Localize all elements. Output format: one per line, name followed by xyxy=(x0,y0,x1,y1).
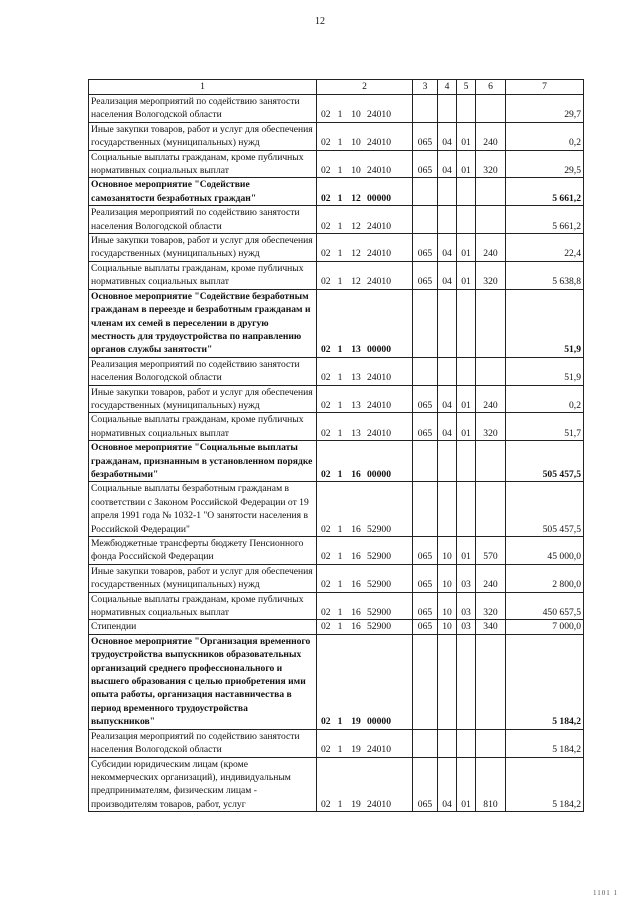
row-sum: 5 184,2 xyxy=(506,729,584,757)
code-part-s: 1 xyxy=(337,607,343,619)
row-name: Социальные выплаты гражданам, кроме публичных нормативных социальных выплат xyxy=(89,261,317,289)
row-subsection xyxy=(457,289,476,357)
row-section: 04 xyxy=(438,234,457,262)
code-part-d: 52900 xyxy=(367,579,391,591)
row-expense-type: 320 xyxy=(476,413,506,441)
row-target-code xyxy=(317,206,413,234)
table-body xyxy=(89,95,584,812)
row-expense-type xyxy=(476,289,506,357)
code-part-p: 02 xyxy=(321,798,331,810)
code-part-p: 02 xyxy=(321,716,331,728)
row-expense-type: 240 xyxy=(476,234,506,262)
table-row xyxy=(89,357,584,385)
row-grbs: 065 xyxy=(413,537,438,565)
row-section: 04 xyxy=(438,413,457,441)
code-part-m: 19 xyxy=(351,716,361,728)
code-part-m: 10 xyxy=(351,137,361,149)
row-sum: 5 661,2 xyxy=(506,206,584,234)
row-subsection xyxy=(457,482,476,537)
code-part-d: 24010 xyxy=(367,248,391,260)
code-part-p: 02 xyxy=(321,607,331,619)
code-part-p: 02 xyxy=(321,621,331,633)
code-part-d: 52900 xyxy=(367,523,391,535)
row-section: 04 xyxy=(438,385,457,413)
row-expense-type xyxy=(476,95,506,123)
code-part-p: 02 xyxy=(321,551,331,563)
code-part-m: 13 xyxy=(351,427,361,439)
code-part-d: 52900 xyxy=(367,621,391,633)
row-section: 04 xyxy=(438,757,457,812)
row-section xyxy=(438,357,457,385)
row-sum: 505 457,5 xyxy=(506,441,584,482)
row-target-code xyxy=(317,95,413,123)
row-sum: 5 638,8 xyxy=(506,261,584,289)
row-target-code xyxy=(317,564,413,592)
header-col-6: 6 xyxy=(476,80,506,95)
row-subsection: 01 xyxy=(457,413,476,441)
row-section: 04 xyxy=(438,150,457,178)
row-subsection: 03 xyxy=(457,564,476,592)
code-part-d: 00000 xyxy=(367,192,391,204)
row-grbs: 065 xyxy=(413,620,438,634)
code-part-p: 02 xyxy=(321,579,331,591)
row-grbs xyxy=(413,289,438,357)
row-subsection: 01 xyxy=(457,261,476,289)
row-target-code xyxy=(317,385,413,413)
code-part-d: 24010 xyxy=(367,798,391,810)
code-part-s: 1 xyxy=(337,621,343,633)
row-section: 10 xyxy=(438,537,457,565)
row-name: Социальные выплаты безработным гражданам в соответствии с Законом Российской Федерации от 19 апреля 1991 года № 1032-1 "О занятости населения в Российской Федерации" xyxy=(89,482,317,537)
row-name: Реализация мероприятий по содействию занятости населения Вологодской области xyxy=(89,729,317,757)
code-part-m: 16 xyxy=(351,607,361,619)
row-section xyxy=(438,482,457,537)
code-part-m: 13 xyxy=(351,399,361,411)
row-expense-type: 240 xyxy=(476,564,506,592)
row-name: Иные закупки товаров, работ и услуг для обеспечения государственных (муниципальных) нужд xyxy=(89,564,317,592)
footer-mark: 1101 1 xyxy=(593,889,618,897)
row-section: 10 xyxy=(438,592,457,620)
row-grbs: 065 xyxy=(413,261,438,289)
row-sum: 51,9 xyxy=(506,357,584,385)
row-section: 10 xyxy=(438,564,457,592)
row-target-code xyxy=(317,592,413,620)
header-col-1: 1 xyxy=(89,80,317,95)
row-subsection: 03 xyxy=(457,592,476,620)
table-header-row xyxy=(89,80,584,95)
row-target-code xyxy=(317,757,413,812)
row-sum: 45 000,0 xyxy=(506,537,584,565)
row-expense-type: 570 xyxy=(476,537,506,565)
row-expense-type xyxy=(476,634,506,729)
row-name: Субсидии юридическим лицам (кроме некоммерческих организаций), индивидуальным предпринимателям, физическим лицам - производителям товаров, работ, услуг xyxy=(89,757,317,812)
code-part-d: 24010 xyxy=(367,220,391,232)
code-part-m: 10 xyxy=(351,165,361,177)
code-part-p: 02 xyxy=(321,109,331,121)
code-part-d: 52900 xyxy=(367,607,391,619)
row-expense-type xyxy=(476,441,506,482)
row-section xyxy=(438,289,457,357)
row-sum: 5 184,2 xyxy=(506,634,584,729)
table-row xyxy=(89,482,584,537)
table-row xyxy=(89,564,584,592)
code-part-s: 1 xyxy=(337,276,343,288)
code-part-p: 02 xyxy=(321,399,331,411)
row-subsection: 03 xyxy=(457,620,476,634)
row-section xyxy=(438,206,457,234)
table-row xyxy=(89,122,584,150)
table-row xyxy=(89,413,584,441)
code-part-s: 1 xyxy=(337,579,343,591)
code-part-d: 24010 xyxy=(367,427,391,439)
table-row xyxy=(89,234,584,262)
row-sum: 5 184,2 xyxy=(506,757,584,812)
row-grbs: 065 xyxy=(413,234,438,262)
code-part-s: 1 xyxy=(337,523,343,535)
row-sum: 505 457,5 xyxy=(506,482,584,537)
table-row xyxy=(89,178,584,206)
row-subsection xyxy=(457,729,476,757)
code-part-p: 02 xyxy=(321,523,331,535)
row-name: Основное мероприятие "Организация временного трудоустройства выпускников образовательных организаций среднего профессионального и высшего образования с целью приобретения ими опыта работы, организация наставничества в период временного трудоустройства выпускников" xyxy=(89,634,317,729)
table-row xyxy=(89,729,584,757)
code-part-m: 12 xyxy=(351,248,361,260)
code-part-p: 02 xyxy=(321,220,331,232)
row-grbs: 065 xyxy=(413,413,438,441)
code-part-s: 1 xyxy=(337,248,343,260)
row-grbs xyxy=(413,206,438,234)
row-section xyxy=(438,441,457,482)
code-part-s: 1 xyxy=(337,716,343,728)
code-part-d: 00000 xyxy=(367,344,391,356)
code-part-p: 02 xyxy=(321,468,331,480)
row-subsection xyxy=(457,634,476,729)
row-grbs xyxy=(413,441,438,482)
row-name: Основное мероприятие "Содействие самозанятости безработных граждан" xyxy=(89,178,317,206)
table-row xyxy=(89,261,584,289)
code-part-m: 10 xyxy=(351,109,361,121)
code-part-s: 1 xyxy=(337,192,343,204)
code-part-s: 1 xyxy=(337,165,343,177)
row-expense-type xyxy=(476,482,506,537)
row-sum: 51,7 xyxy=(506,413,584,441)
code-part-m: 19 xyxy=(351,744,361,756)
row-subsection xyxy=(457,357,476,385)
row-target-code xyxy=(317,261,413,289)
row-target-code xyxy=(317,441,413,482)
code-part-s: 1 xyxy=(337,427,343,439)
row-name: Иные закупки товаров, работ и услуг для обеспечения государственных (муниципальных) нужд xyxy=(89,234,317,262)
code-part-s: 1 xyxy=(337,551,343,563)
row-grbs xyxy=(413,178,438,206)
row-section xyxy=(438,95,457,123)
row-subsection: 01 xyxy=(457,757,476,812)
row-target-code xyxy=(317,122,413,150)
code-part-s: 1 xyxy=(337,468,343,480)
row-target-code xyxy=(317,178,413,206)
row-grbs xyxy=(413,482,438,537)
row-expense-type: 240 xyxy=(476,385,506,413)
row-subsection xyxy=(457,95,476,123)
row-target-code xyxy=(317,357,413,385)
row-name: Реализация мероприятий по содействию занятости населения Вологодской области xyxy=(89,95,317,123)
code-part-m: 12 xyxy=(351,276,361,288)
row-sum: 0,2 xyxy=(506,385,584,413)
row-expense-type: 340 xyxy=(476,620,506,634)
code-part-s: 1 xyxy=(337,399,343,411)
table-row xyxy=(89,150,584,178)
code-part-p: 02 xyxy=(321,137,331,149)
row-expense-type: 320 xyxy=(476,261,506,289)
header-col-2: 2 xyxy=(317,80,413,95)
table-row xyxy=(89,95,584,123)
code-part-d: 24010 xyxy=(367,276,391,288)
row-target-code xyxy=(317,150,413,178)
code-part-m: 12 xyxy=(351,192,361,204)
row-target-code xyxy=(317,729,413,757)
code-part-d: 24010 xyxy=(367,372,391,384)
code-part-m: 16 xyxy=(351,523,361,535)
row-grbs xyxy=(413,95,438,123)
row-subsection xyxy=(457,441,476,482)
code-part-s: 1 xyxy=(337,798,343,810)
row-expense-type xyxy=(476,178,506,206)
code-part-p: 02 xyxy=(321,372,331,384)
code-part-p: 02 xyxy=(321,427,331,439)
code-part-m: 19 xyxy=(351,798,361,810)
row-grbs: 065 xyxy=(413,757,438,812)
code-part-d: 24010 xyxy=(367,109,391,121)
row-target-code xyxy=(317,413,413,441)
table-row xyxy=(89,441,584,482)
row-grbs: 065 xyxy=(413,564,438,592)
row-sum: 7 000,0 xyxy=(506,620,584,634)
table-row xyxy=(89,620,584,634)
row-name: Реализация мероприятий по содействию занятости населения Вологодской области xyxy=(89,206,317,234)
row-subsection xyxy=(457,178,476,206)
table-row xyxy=(89,592,584,620)
row-target-code xyxy=(317,620,413,634)
row-section: 04 xyxy=(438,261,457,289)
code-part-p: 02 xyxy=(321,744,331,756)
row-grbs: 065 xyxy=(413,592,438,620)
code-part-p: 02 xyxy=(321,276,331,288)
row-subsection: 01 xyxy=(457,234,476,262)
row-grbs: 065 xyxy=(413,122,438,150)
row-target-code xyxy=(317,234,413,262)
row-subsection: 01 xyxy=(457,385,476,413)
code-part-m: 16 xyxy=(351,468,361,480)
table-row xyxy=(89,634,584,729)
row-expense-type: 240 xyxy=(476,122,506,150)
row-grbs: 065 xyxy=(413,150,438,178)
code-part-s: 1 xyxy=(337,220,343,232)
code-part-d: 00000 xyxy=(367,716,391,728)
table-row xyxy=(89,385,584,413)
code-part-d: 24010 xyxy=(367,137,391,149)
row-expense-type: 320 xyxy=(476,150,506,178)
code-part-m: 16 xyxy=(351,621,361,633)
row-grbs: 065 xyxy=(413,385,438,413)
row-name: Социальные выплаты гражданам, кроме публичных нормативных социальных выплат xyxy=(89,150,317,178)
row-name: Стипендии xyxy=(89,620,317,634)
code-part-p: 02 xyxy=(321,344,331,356)
code-part-s: 1 xyxy=(337,137,343,149)
row-subsection: 01 xyxy=(457,150,476,178)
row-sum: 450 657,5 xyxy=(506,592,584,620)
code-part-d: 00000 xyxy=(367,468,391,480)
code-part-m: 13 xyxy=(351,372,361,384)
header-col-7: 7 xyxy=(506,80,584,95)
row-name: Основное мероприятие "Социальные выплаты гражданам, признанным в установленном порядке безработными" xyxy=(89,441,317,482)
row-sum: 29,5 xyxy=(506,150,584,178)
code-part-m: 16 xyxy=(351,551,361,563)
code-part-m: 16 xyxy=(351,579,361,591)
row-subsection: 01 xyxy=(457,122,476,150)
table-row xyxy=(89,206,584,234)
code-part-m: 12 xyxy=(351,220,361,232)
table-row xyxy=(89,757,584,812)
code-part-s: 1 xyxy=(337,344,343,356)
row-name: Основное мероприятие "Содействие безработным гражданам в переезде и безработным гражданам и членам их семей в переселении в другую местность для трудоустройства по направлению органов службы занятости" xyxy=(89,289,317,357)
row-sum: 22,4 xyxy=(506,234,584,262)
row-name: Реализация мероприятий по содействию занятости населения Вологодской области xyxy=(89,357,317,385)
row-expense-type: 320 xyxy=(476,592,506,620)
table-row xyxy=(89,289,584,357)
row-expense-type: 810 xyxy=(476,757,506,812)
header-col-4: 4 xyxy=(438,80,457,95)
row-subsection: 01 xyxy=(457,537,476,565)
row-name: Социальные выплаты гражданам, кроме публичных нормативных социальных выплат xyxy=(89,592,317,620)
row-name: Иные закупки товаров, работ и услуг для обеспечения государственных (муниципальных) нужд xyxy=(89,385,317,413)
code-part-p: 02 xyxy=(321,192,331,204)
code-part-s: 1 xyxy=(337,372,343,384)
row-section xyxy=(438,729,457,757)
row-expense-type xyxy=(476,729,506,757)
header-col-5: 5 xyxy=(457,80,476,95)
row-sum: 51,9 xyxy=(506,289,584,357)
code-part-d: 24010 xyxy=(367,165,391,177)
row-name: Иные закупки товаров, работ и услуг для обеспечения государственных (муниципальных) нужд xyxy=(89,122,317,150)
code-part-d: 52900 xyxy=(367,551,391,563)
row-section xyxy=(438,634,457,729)
row-target-code xyxy=(317,289,413,357)
table-row xyxy=(89,537,584,565)
row-subsection xyxy=(457,206,476,234)
row-sum: 0,2 xyxy=(506,122,584,150)
row-name: Социальные выплаты гражданам, кроме публичных нормативных социальных выплат xyxy=(89,413,317,441)
row-target-code xyxy=(317,634,413,729)
code-part-s: 1 xyxy=(337,744,343,756)
row-target-code xyxy=(317,537,413,565)
row-section xyxy=(438,178,457,206)
row-grbs xyxy=(413,634,438,729)
row-section: 10 xyxy=(438,620,457,634)
code-part-m: 13 xyxy=(351,344,361,356)
row-grbs xyxy=(413,729,438,757)
code-part-p: 02 xyxy=(321,165,331,177)
row-grbs xyxy=(413,357,438,385)
code-part-p: 02 xyxy=(321,248,331,260)
row-target-code xyxy=(317,482,413,537)
budget-table xyxy=(88,79,584,812)
row-sum: 2 800,0 xyxy=(506,564,584,592)
row-sum: 29,7 xyxy=(506,95,584,123)
code-part-d: 24010 xyxy=(367,744,391,756)
row-expense-type xyxy=(476,357,506,385)
code-part-d: 24010 xyxy=(367,399,391,411)
header-col-3: 3 xyxy=(413,80,438,95)
row-section: 04 xyxy=(438,122,457,150)
code-part-s: 1 xyxy=(337,109,343,121)
page-number: 12 xyxy=(315,16,325,27)
row-name: Межбюджетные трансферты бюджету Пенсионного фонда Российской Федерации xyxy=(89,537,317,565)
row-expense-type xyxy=(476,206,506,234)
row-sum: 5 661,2 xyxy=(506,178,584,206)
